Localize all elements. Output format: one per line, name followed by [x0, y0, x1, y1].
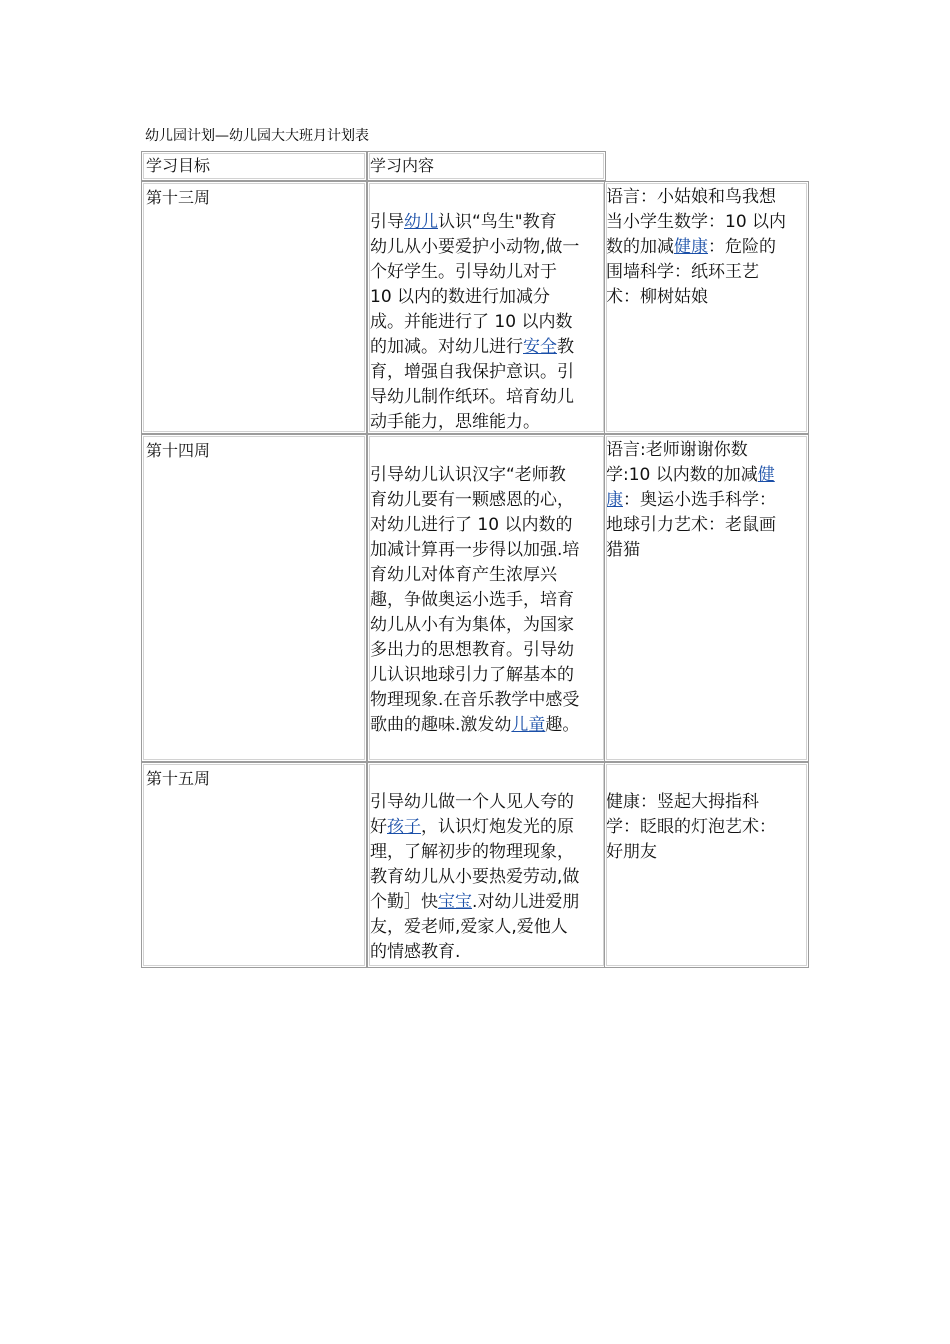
text-line [606, 260, 786, 285]
subject-text-13 [606, 185, 786, 310]
text-line [370, 210, 579, 235]
text-line [370, 890, 579, 915]
text-line [370, 385, 579, 410]
text-line [370, 410, 579, 435]
text-segment: 育幼儿要有一颗感恩的心， [370, 490, 574, 510]
text-segment: .对幼儿进爱朋 [472, 892, 580, 912]
text-segment: 语言：小姑娘和鸟我想 [606, 187, 776, 207]
text-segment: 物理现象.在音乐教学中感受 [370, 690, 580, 710]
text-segment: 猎猫 [606, 540, 640, 560]
text-segment: 理，了解初步的物理现象， [370, 842, 574, 862]
text-segment: 多出力的思想教育。引导幼 [370, 640, 574, 660]
text-line [606, 513, 776, 538]
subject-cell-13 [604, 181, 809, 434]
text-line [606, 235, 786, 260]
text-segment: 语言:老师谢谢你数 [606, 440, 748, 460]
text-segment: 个好学生。引导幼儿对于 [370, 262, 557, 282]
content-text-14 [370, 463, 579, 738]
content-cell-14 [367, 434, 606, 762]
content-cell-13 [367, 181, 606, 434]
header-goal-label: 学习目标 [146, 156, 211, 175]
text-line [370, 613, 579, 638]
inline-link[interactable]: 儿童 [511, 715, 546, 735]
text-segment: 认识“鸟生"教育 [438, 212, 557, 232]
text-line [370, 310, 579, 335]
content-text-13 [370, 210, 579, 435]
week-cell-14 [141, 434, 367, 762]
text-line [606, 463, 776, 488]
text-segment: 育，增强自我保护意识。引 [370, 362, 574, 382]
text-line [606, 438, 776, 463]
text-segment: 动手能力，思维能力。 [370, 412, 540, 432]
text-line [370, 463, 579, 488]
text-line [370, 663, 579, 688]
inline-link[interactable]: 幼儿 [404, 212, 438, 232]
text-segment: 好朋友 [606, 842, 657, 862]
week-label-13: 第十三周 [146, 188, 211, 207]
text-line [370, 638, 579, 663]
text-segment: 10 以内的数进行加减分 [370, 287, 551, 307]
content-text-15 [370, 790, 579, 965]
text-segment: ：危险的 [708, 237, 776, 257]
text-segment: 地球引力艺术：老鼠画 [606, 515, 776, 535]
header-cell-goal [141, 151, 367, 181]
text-segment: 教育幼儿从小要热爱劳动,做 [370, 867, 580, 887]
text-segment: 的加减。对幼儿进行 [370, 337, 523, 357]
inline-link[interactable]: 健 [757, 465, 775, 485]
text-line [370, 335, 579, 360]
content-cell-15 [367, 762, 606, 968]
text-segment: 好 [370, 817, 387, 837]
text-line [606, 185, 786, 210]
text-line [606, 815, 776, 840]
text-segment: 儿认识地球引力了解基本的 [370, 665, 574, 685]
text-segment: 加减计算再一步得以加强.培 [370, 540, 580, 560]
inline-link[interactable]: 孩子 [387, 817, 421, 837]
inline-link[interactable]: 宝宝 [438, 892, 472, 912]
text-line [370, 588, 579, 613]
text-segment: 引导幼儿做一个人见人夸的 [370, 792, 574, 812]
text-line [370, 235, 579, 260]
text-line [606, 285, 786, 310]
text-segment: 引导幼儿认识汉字“老师教 [370, 465, 566, 485]
text-line [370, 513, 579, 538]
text-segment: 友，爱老师,爱家人,爱他人 [370, 917, 568, 937]
text-line [606, 210, 786, 235]
text-line [370, 713, 579, 738]
subject-cell-14 [604, 434, 809, 762]
text-segment: ：奥运小选手科学： [623, 490, 776, 510]
text-line [370, 488, 579, 513]
text-line [606, 840, 776, 865]
header-content-label: 学习内容 [370, 156, 435, 175]
text-line [370, 840, 579, 865]
text-segment: 当小学生数学：10 以内 [606, 212, 787, 232]
inline-link[interactable]: 健康 [674, 237, 708, 257]
text-line [370, 563, 579, 588]
text-segment: 个勤］快 [370, 892, 438, 912]
text-line [370, 285, 579, 310]
week-label-14: 第十四周 [146, 441, 211, 460]
week-label-15: 第十五周 [146, 769, 211, 788]
text-segment: 趣。 [545, 715, 580, 735]
text-line [606, 488, 776, 513]
text-segment: 术：柳树姑娘 [606, 287, 708, 307]
inline-link[interactable]: 康 [606, 490, 623, 510]
text-segment: 学：眨眼的灯泡艺术： [606, 817, 776, 837]
text-line [370, 815, 579, 840]
text-segment: 歌曲的趣味.激发幼 [370, 715, 512, 735]
text-line [370, 360, 579, 385]
text-segment: 引导 [370, 212, 404, 232]
subject-text-15 [606, 790, 776, 865]
text-segment: 导幼儿制作纸环。培育幼儿 [370, 387, 574, 407]
text-line [606, 538, 776, 563]
text-line [370, 790, 579, 815]
text-segment: 学:10 以内数的加减 [606, 465, 758, 485]
text-segment: 育幼儿对体育产生浓厚兴 [370, 565, 557, 585]
header-cell-content [367, 151, 606, 181]
text-segment: 的情感教育. [370, 942, 461, 962]
page-title: 幼儿园计划—幼儿园大大班月计划表 [145, 128, 369, 144]
subject-cell-15 [604, 762, 809, 968]
subject-text-14 [606, 438, 776, 563]
text-segment: 围墙科学：纸环王艺 [606, 262, 759, 282]
text-segment: 教 [557, 337, 574, 357]
text-segment: 对幼儿进行了 10 以内数的 [370, 515, 573, 535]
text-segment: 幼儿从小要爱护小动物,做一 [370, 237, 580, 257]
text-line [370, 940, 579, 965]
text-segment: 健康：竖起大拇指科 [606, 792, 759, 812]
week-cell-15 [141, 762, 367, 968]
week-cell-13 [141, 181, 367, 434]
text-line [370, 260, 579, 285]
text-segment: 数的加减 [606, 237, 674, 257]
text-line [606, 790, 776, 815]
text-line [370, 865, 579, 890]
text-segment: ，认识灯炮发光的原 [421, 817, 574, 837]
text-segment: 幼儿从小有为集体，为国家 [370, 615, 574, 635]
text-segment: 成。并能进行了 10 以内数 [370, 312, 573, 332]
text-line [370, 688, 579, 713]
text-line [370, 915, 579, 940]
text-segment: 趣，争做奥运小选手，培育 [370, 590, 574, 610]
text-line [370, 538, 579, 563]
inline-link[interactable]: 安全 [523, 337, 557, 357]
